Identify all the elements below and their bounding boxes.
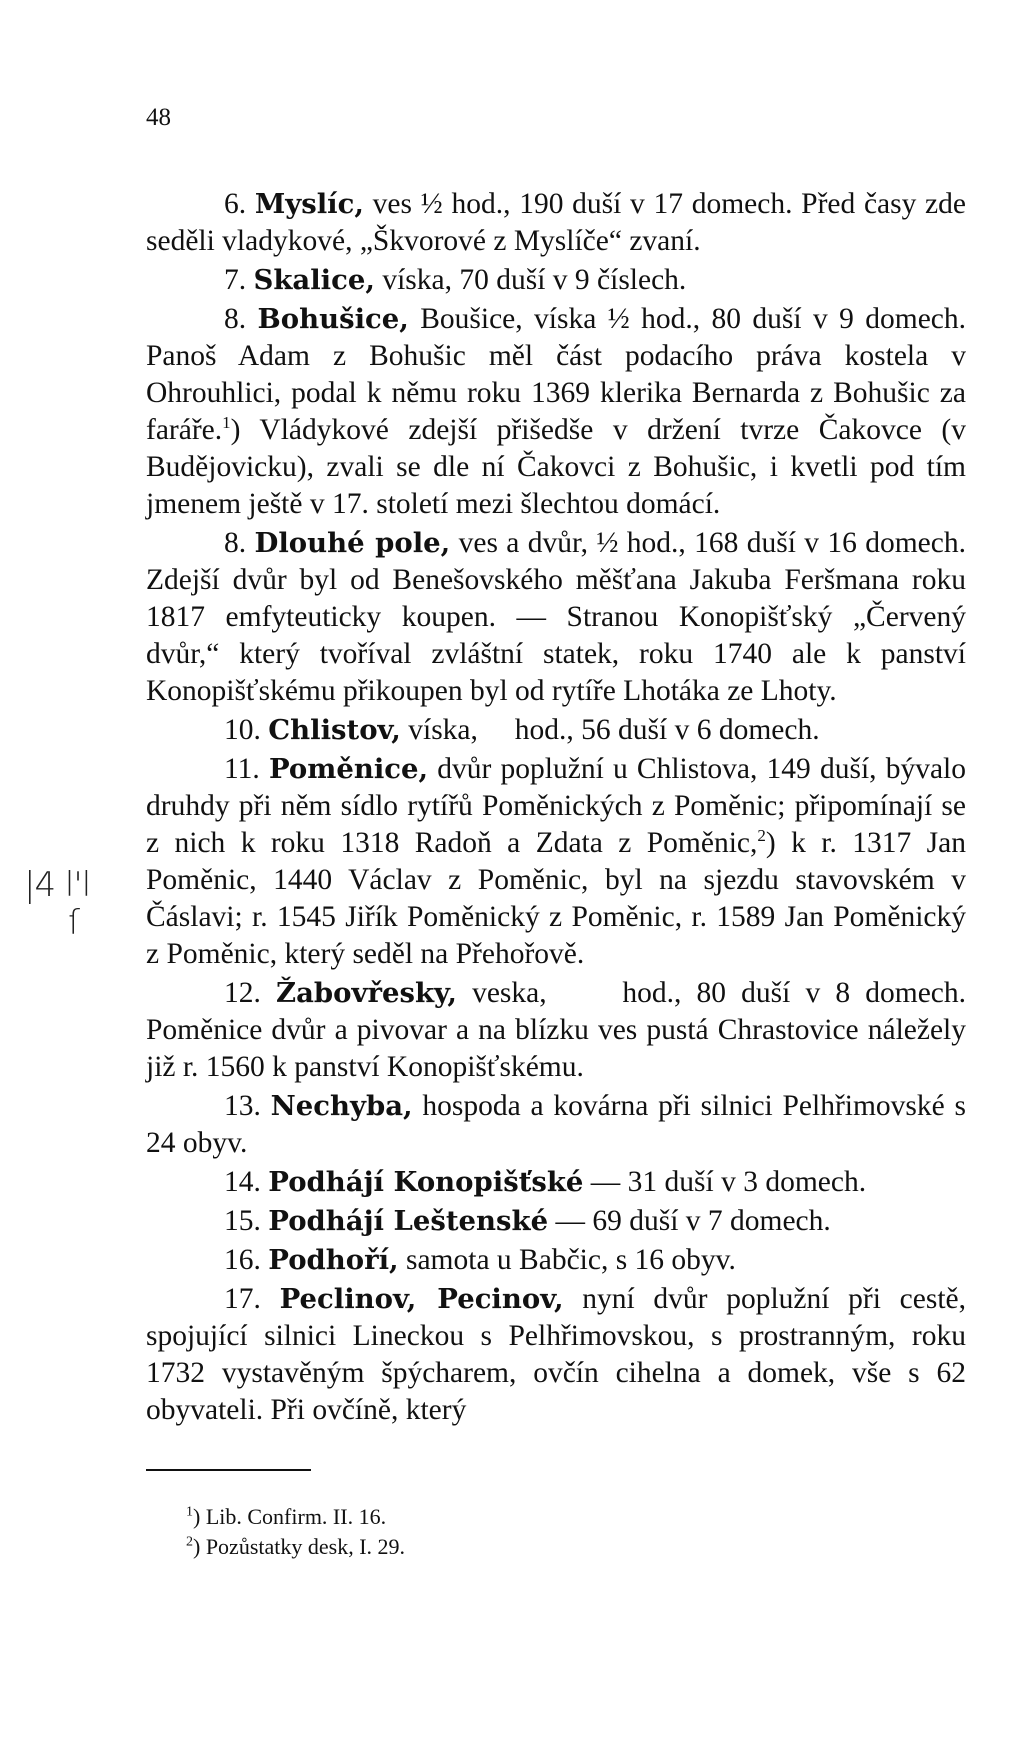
- entry-text: víska, hod., 56 duší v 6 domech.: [400, 714, 820, 746]
- entry-number: 15.: [224, 1205, 261, 1237]
- entry-6: [146, 186, 966, 260]
- margin-note-line-1: |4 l'l: [24, 865, 91, 905]
- footnote-mark: 2: [186, 1534, 193, 1550]
- entry-name: Chlistov,: [268, 714, 401, 746]
- entry-text: ves a dvůr, ½ hod., 168 duší v 16 domech. Zdejší dvůr byl od Benešovského měšťana Jakuba Feršmana roku 1817 emfyteuticky koupen. — Stranou Konopišťský „Červený dvůr,“ který tvoříval zvláštní statek, roku 1740 ale k panství Konopišťskému přikoupen byl od rytíře Lhotáka ze Lhoty.: [146, 527, 966, 707]
- entry-11: 11. Poměnice, dvůr poplužní u Chlistova, 149 duší, bývalo druhdy při něm sídlo rytířů Poměnických z Poměnic; připomínají se z nich k roku 1318 Radoň a Zdata z Poměnic,$^2$) k r. 1317 Jan Poměnic, 1440 Václav z Poměnic, byl na sjezdu stavovském v Čáslavi; r. 1545 Jiřík Poměnický z Poměnic, r. 1589 Jan Poměnický z Poměnic, který seděl na Přehořově.: [146, 753, 966, 970]
- footnote-2: [186, 1532, 405, 1562]
- main-text: [146, 186, 974, 1431]
- footnote-reference: 2: [757, 826, 766, 846]
- entry-text-continued: k r. 1317 Jan Poměnic, 1440 Václav z Poměnic, byl na sjezdu stavovském v Čáslavi; r. 1545 Jiřík Poměnický z Poměnic, r. 1589 Jan Poměnický z Poměnic, který seděl na Přehořově.: [146, 827, 966, 970]
- entry-name: Podhájí Leštenské: [268, 1205, 549, 1237]
- footnote-reference: 1: [222, 413, 231, 433]
- footnote-mark: 1: [186, 1504, 193, 1520]
- entry-13: [146, 1088, 966, 1162]
- entry-name: Nechyba,: [270, 1090, 413, 1122]
- page-number: 48: [146, 104, 171, 131]
- entry-name: Skalice,: [253, 264, 375, 296]
- entry-17: [146, 1281, 966, 1429]
- entry-number: 13.: [224, 1090, 261, 1122]
- entry-8-bohusice: 8. Bohušice, Boušice, víska ½ hod., 80 duší v 9 domech. Panoš Adam z Bohušic měl část podacího práva kostela v Ohrouhlici, podal k němu roku 1369 klerika Bernarda z Bohušic za faráře.$^1$) Vládykové zdejší přišedše v držení tvrze Čakovce (v Budějovicku), zvali se dle ní Čakovci z Bohušic, i kvetli pod tím jmenem ještě v 17. století mezi šlechtou domácí.: [146, 303, 967, 520]
- margin-note: [24, 865, 91, 943]
- entry-number: 10.: [224, 714, 261, 746]
- entry-name: Bohušice,: [257, 303, 409, 335]
- entry-name: Dlouhé pole,: [254, 527, 451, 559]
- entry-number: 12.: [224, 977, 261, 1009]
- entry-text: hospoda a kovárna při silnici Pelhřimovské s 24 obyv.: [146, 1090, 966, 1159]
- entry-text: dvůr poplužní u Chlistova, 149 duší, bývalo druhdy při něm sídlo rytířů Poměnických z Poměnic; připomínají se z nich k roku 1318 Radoň a Zdata z Poměnic,: [146, 753, 966, 859]
- entry-number: 16.: [224, 1244, 261, 1276]
- entry-name: Peclinov, Pecinov,: [279, 1283, 564, 1315]
- entry-text: — 31 duší v 3 domech.: [583, 1166, 867, 1198]
- entry-number: 14.: [224, 1166, 261, 1198]
- entry-number: 7.: [224, 264, 247, 296]
- entry-text-continued: Vládykové zdejší přišedše v držení tvrze Čakovce (v Budějovicku), zvali se dle ní Čakovci z Bohušic, i kvetli pod tím jmenem ještě v 17. století mezi šlechtou domácí.: [146, 414, 966, 520]
- entry-14: [146, 1164, 966, 1201]
- entry-text: — 69 duší v 7 domech.: [548, 1205, 831, 1237]
- entry-text: ves ½ hod., 190 duší v 17 domech. Před časy zde seděli vladykové, „Škvorové z Myslíče“ zvaní.: [146, 188, 966, 257]
- entry-number: 8.: [224, 527, 247, 559]
- entry-text: Boušice, víska ½ hod., 80 duší v 9 domech. Panoš Adam z Bohušic měl část podacího práva kostela v Ohrouhlici, podal k němu roku 1369 klerika Bernarda z Bohušic za faráře.: [146, 303, 967, 446]
- entry-name: Poměnice,: [268, 753, 429, 785]
- entry-8-dlouhe-pole: [146, 525, 966, 710]
- entry-7: [146, 262, 966, 299]
- footnote-1: [186, 1502, 405, 1532]
- footnote-divider: [146, 1469, 311, 1471]
- footnote-text: ) Lib. Confirm. II. 16.: [193, 1504, 387, 1529]
- footnote-text: ) Pozůstatky desk, I. 29.: [193, 1534, 406, 1559]
- entry-number: 8.: [224, 303, 247, 335]
- entry-text: veska, hod., 80 duší v 8 domech. Poměnice dvůr a pivovar a na blízku ves pustá Chrastovice náležely již r. 1560 k panství Konopišťskému.: [146, 977, 974, 1083]
- entry-number: 6.: [224, 188, 247, 220]
- footnotes: [186, 1502, 405, 1562]
- entry-name: Žabovřesky,: [276, 977, 457, 1009]
- entry-name: Podhoří,: [268, 1244, 399, 1276]
- entry-15: [146, 1203, 966, 1240]
- entry-10: [146, 712, 966, 749]
- entry-text: víska, 70 duší v 9 číslech.: [374, 264, 687, 296]
- entry-number: 11.: [224, 753, 260, 785]
- entry-name: Myslíc,: [254, 188, 364, 220]
- entry-16: [146, 1242, 966, 1279]
- entry-name: Podhájí Konopišťské: [268, 1166, 584, 1198]
- entry-text: nyní dvůr poplužní při cestě, spojující silnici Lineckou s Pelhřimovskou, s prostranným, roku 1732 vystavěným špýcharem, ovčín cihelna a domek, vše s 62 obyvateli. Při ovčíně, který: [146, 1283, 967, 1426]
- entry-12: [146, 975, 974, 1086]
- margin-note-line-2: ſ: [68, 903, 79, 943]
- entry-text: samota u Babčic, s 16 obyv.: [398, 1244, 736, 1276]
- entry-number: 17.: [224, 1283, 261, 1315]
